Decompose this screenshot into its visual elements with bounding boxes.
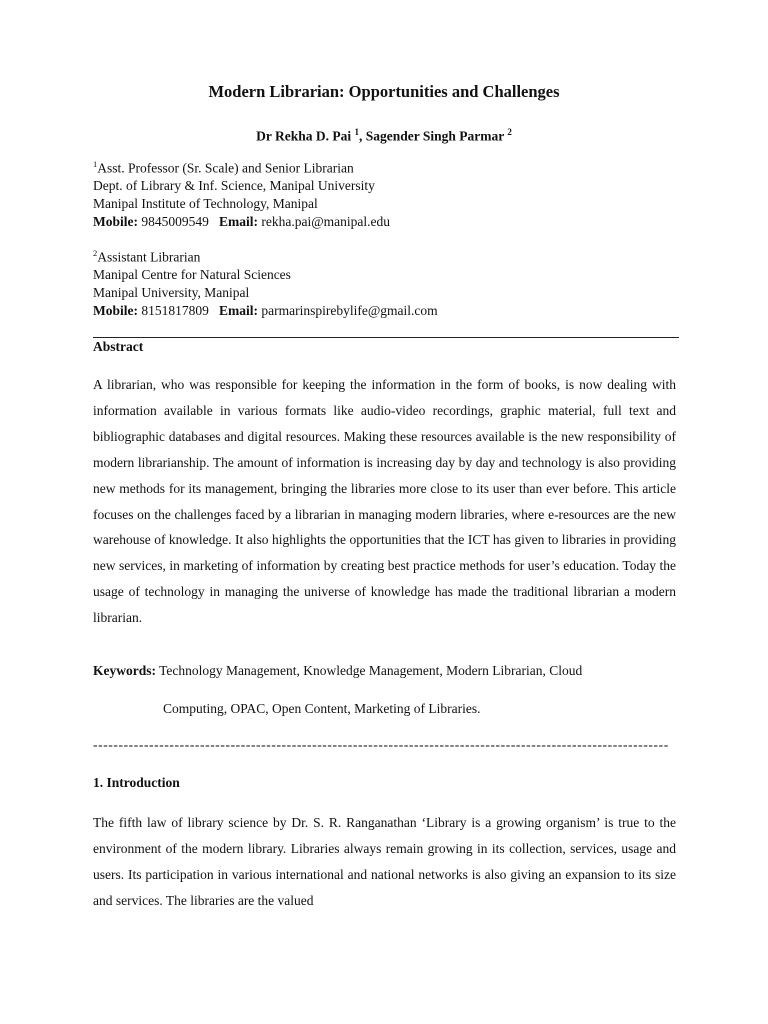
affiliation-1-contact: [93, 213, 390, 231]
email-label: Email:: [219, 302, 258, 318]
mobile-number: 9845009549: [138, 213, 219, 229]
mobile-label: Mobile:: [93, 302, 138, 318]
author-1: Dr Rekha D. Pai: [256, 128, 355, 144]
author-1-sup: 1: [354, 127, 359, 137]
affiliation-2-contact: [93, 302, 438, 320]
abstract-text: A librarian, who was responsible for keeping the information in the form of books, is now dealing with information available in various formats like audio-video recordings, graphic material, full text and bibliographic databases and digital resources. Making these resources available is the new responsibility of modern librarianship. The amount of information is increasing day by day and technology is also providing new methods for its management, bringing the libraries more close to its user than ever before. This article focuses on the challenges faced by a librarian in managing modern libraries, where e-resources are the new warehouse of knowledge. It also highlights the opportunities that the ICT has given to libraries in providing new services, in marketing of information by creating best practice methods for user’s education. Today the usage of technology in managing the universe of knowledge has made the traditional librarian a modern librarian.: [93, 377, 676, 626]
introduction-text: The fifth law of library science by Dr. S. R. Ranganathan ‘Library is a growing organism’ is true to the environment of the modern library. Libraries always remain growing in its collection, services, usage and users. Its participation in various international and national networks is also giving an expansion to its size and services. The libraries are the valued: [93, 815, 676, 908]
author-separator: ,: [359, 128, 366, 144]
author-line: [0, 127, 768, 145]
mobile-label: Mobile:: [93, 213, 138, 229]
paper-title: Modern Librarian: Opportunities and Challenges: [208, 82, 560, 101]
affiliation-1: [93, 156, 390, 230]
keywords-line-2: Computing, OPAC, Open Content, Marketing of Libraries.: [163, 701, 481, 716]
email-label: Email:: [219, 213, 258, 229]
affiliation-1-line-2: Dept. of Library & Inf. Science, Manipal University: [93, 178, 375, 194]
horizontal-rule: [93, 337, 679, 338]
affiliation-1-line-1: Asst. Professor (Sr. Scale) and Senior Librarian: [97, 160, 354, 176]
affiliation-2-sup: 2: [93, 248, 98, 258]
mobile-number: 8151817809: [138, 302, 219, 318]
author-2-sup: 2: [507, 127, 512, 137]
affiliation-1-line-3: Manipal Institute of Technology, Manipal: [93, 195, 318, 211]
affiliation-2-line-3: Manipal University, Manipal: [93, 284, 250, 300]
email-address[interactable]: parmarinspirebylife@gmail.com: [258, 302, 438, 318]
affiliation-2-line-1: Assistant Librarian: [97, 249, 201, 265]
affiliation-2-line-2: Manipal Centre for Natural Sciences: [93, 267, 291, 283]
introduction-heading: 1. Introduction: [93, 775, 180, 790]
affiliation-1-sup: 1: [93, 159, 98, 169]
author-2: Sagender Singh Parmar: [365, 128, 508, 144]
keywords-list-1: Technology Management, Knowledge Management, Modern Librarian, Cloud: [156, 663, 583, 678]
abstract-heading: Abstract: [93, 339, 144, 354]
affiliation-2: [93, 245, 438, 319]
keywords-label: Keywords:: [93, 663, 156, 678]
keywords-line-1: [93, 663, 582, 679]
section-separator: -----------------------------------------------------------------------------------------------------------------: [93, 737, 669, 752]
email-address[interactable]: rekha.pai@manipal.edu: [258, 213, 391, 229]
